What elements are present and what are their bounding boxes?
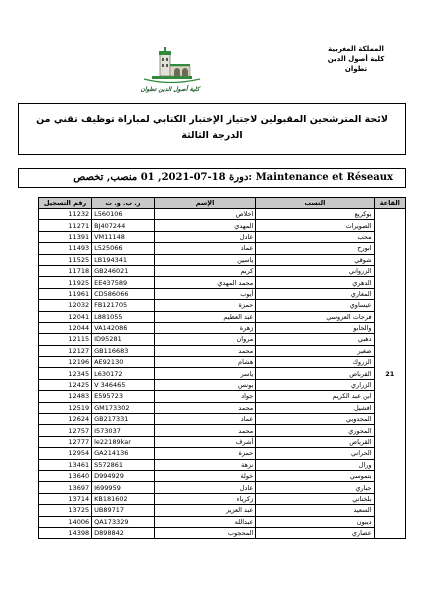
cell-first-name: عادل (154, 231, 255, 242)
cell-cin: BJ407244 (92, 220, 155, 231)
header-line-faculty: كلية أصول الدين (327, 55, 385, 63)
cell-first-name: هشام (154, 357, 255, 368)
cell-registration: 12425 (39, 379, 92, 390)
cell-last-name: والخابو (256, 322, 374, 333)
cell-last-name: بوكريع (256, 209, 374, 220)
cell-registration: 11925 (39, 277, 92, 288)
cell-last-name: شوقي (256, 254, 374, 265)
cell-room: 21 (374, 209, 405, 539)
cell-first-name: المهدي (154, 220, 255, 231)
cell-first-name: زهرة (154, 322, 255, 333)
table-row (39, 379, 406, 390)
cell-cin: AE92130 (92, 357, 155, 368)
cell-first-name: محمد (154, 402, 255, 413)
table-row (39, 448, 406, 459)
cell-registration: 12519 (39, 402, 92, 413)
cell-first-name: عادل (154, 482, 255, 493)
cell-cin: GB116683 (92, 345, 155, 356)
table-row (39, 265, 406, 276)
cell-registration: 12196 (39, 357, 92, 368)
cell-registration: 14398 (39, 527, 92, 538)
cell-registration: 11271 (39, 220, 92, 231)
cell-registration: 12777 (39, 436, 92, 447)
cell-registration: 11232 (39, 209, 92, 220)
cell-last-name: السعيد (256, 505, 374, 516)
cell-last-name: المجدوبي (256, 414, 374, 425)
cell-registration: 13461 (39, 459, 92, 470)
cell-registration: 13714 (39, 493, 92, 504)
cell-cin: I699959 (92, 482, 155, 493)
cell-last-name: الدهري (256, 277, 374, 288)
cell-last-name: بتموسي (256, 470, 374, 481)
cell-cin: V 346465 (92, 379, 155, 390)
cell-cin: FB121705 (92, 300, 155, 311)
cell-first-name: ياسر (154, 368, 255, 379)
header-room: القاعة (374, 198, 405, 209)
cell-registration: 11493 (39, 243, 92, 254)
cell-cin: EE437589 (92, 277, 155, 288)
table-row (39, 288, 406, 299)
cell-registration: 13725 (39, 505, 92, 516)
cell-registration: 11391 (39, 231, 92, 242)
cell-last-name: القرباص (256, 368, 374, 379)
cell-last-name: الزراري (256, 379, 374, 390)
cell-last-name: القرباص (256, 436, 374, 447)
table-row (39, 220, 406, 231)
cell-first-name: زكرياء (154, 493, 255, 504)
cell-last-name: دهبي (256, 334, 374, 345)
table-row (39, 414, 406, 425)
cell-cin: I573037 (92, 425, 155, 436)
header-line-kingdom: المملكة المغربية (328, 45, 384, 53)
cell-first-name: حمزة (154, 300, 255, 311)
cell-first-name: المحجوب (154, 527, 255, 538)
cell-first-name: يونس (154, 379, 255, 390)
title-line-1: لائحة المترشحين المقبولين لاجتياز الإختبار الكتابي لمباراة توظيف تقني من (36, 114, 388, 125)
cell-last-name: افشيل (256, 402, 374, 413)
cell-last-name: عيساوي (256, 300, 374, 311)
faculty-logo (130, 46, 210, 104)
cell-last-name: الصويرات (256, 220, 374, 231)
table-row (39, 300, 406, 311)
cell-last-name: جباري (256, 482, 374, 493)
cell-cin: L560106 (92, 209, 155, 220)
cell-first-name: نزهة (154, 459, 255, 470)
minaret-logo-icon (130, 46, 210, 86)
table-row (39, 334, 406, 345)
cell-first-name: اخلاص (154, 209, 255, 220)
cell-last-name: بلخناتي (256, 493, 374, 504)
table-row (39, 436, 406, 447)
cell-cin: GA214136 (92, 448, 155, 459)
table-row (39, 459, 406, 470)
cell-first-name: عبد العظيم (154, 311, 255, 322)
cell-registration: 11525 (39, 254, 92, 265)
cell-last-name: الزروك (256, 357, 374, 368)
cell-last-name: محب (256, 231, 374, 242)
cell-first-name: خولة (154, 470, 255, 481)
cell-registration: 12032 (39, 300, 92, 311)
cell-registration: 12115 (39, 334, 92, 345)
cell-cin: le22189kar (92, 436, 155, 447)
cell-last-name: فرحات العروسي (256, 311, 374, 322)
table-row (39, 516, 406, 527)
institution-header (296, 44, 416, 74)
cell-cin: LB194341 (92, 254, 155, 265)
cell-cin: UB89717 (92, 505, 155, 516)
table-row (39, 505, 406, 516)
candidates-table (38, 197, 406, 539)
table-row (39, 254, 406, 265)
cell-registration: 11718 (39, 265, 92, 276)
cell-cin: L881055 (92, 311, 155, 322)
cell-cin: VA142086 (92, 322, 155, 333)
cell-registration: 12127 (39, 345, 92, 356)
cell-registration: 12044 (39, 322, 92, 333)
cell-cin: ID95281 (92, 334, 155, 345)
table-row (39, 368, 406, 379)
cell-cin: KB181602 (92, 493, 155, 504)
cell-cin: L630172 (92, 368, 155, 379)
cell-cin: GM173302 (92, 402, 155, 413)
title-line-2: الدرجة الثالثة (181, 130, 243, 141)
table-row (39, 482, 406, 493)
cell-registration: 12954 (39, 448, 92, 459)
cell-cin: GB217331 (92, 414, 155, 425)
table-row (39, 277, 406, 288)
cell-first-name: عبدالله (154, 516, 255, 527)
cell-cin: VM11148 (92, 231, 155, 242)
cell-registration: 12345 (39, 368, 92, 379)
cell-first-name: محمد (154, 425, 255, 436)
cell-registration: 12757 (39, 425, 92, 436)
table-row (39, 231, 406, 242)
cell-registration: 13640 (39, 470, 92, 481)
cell-cin: L525066 (92, 243, 155, 254)
cell-registration: 13697 (39, 482, 92, 493)
table-row (39, 527, 406, 538)
cell-first-name: كريم (154, 265, 255, 276)
table-row (39, 345, 406, 356)
table-row (39, 425, 406, 436)
cell-registration: 14006 (39, 516, 92, 527)
cell-cin: S572861 (92, 459, 155, 470)
cell-cin: QA173329 (92, 516, 155, 527)
cell-first-name: عبد العزيز (154, 505, 255, 516)
cell-last-name: صغير (256, 345, 374, 356)
cell-last-name: ديبون (256, 516, 374, 527)
header-registration: رقم التسجيل (39, 198, 92, 209)
header-line-city: تطوان (344, 65, 368, 73)
cell-first-name: ياسين (154, 254, 255, 265)
cell-last-name: عصاري (256, 527, 374, 538)
cell-cin: GB246021 (92, 265, 155, 276)
cell-first-name: محمد (154, 345, 255, 356)
header-cin: ر. ب. و. ت (92, 198, 155, 209)
cell-registration: 12483 (39, 391, 92, 402)
table-header-row (39, 198, 406, 209)
cell-last-name: المحوري (256, 425, 374, 436)
table-row (39, 391, 406, 402)
table-row (39, 357, 406, 368)
logo-caption: كلية أصول الدين تطوان (140, 86, 200, 93)
cell-registration: 11961 (39, 288, 92, 299)
cell-cin: E595723 (92, 391, 155, 402)
cell-last-name: ورال (256, 459, 374, 470)
cell-cin: D994929 (92, 470, 155, 481)
table-row (39, 243, 406, 254)
cell-registration: 12041 (39, 311, 92, 322)
table-row (39, 209, 406, 220)
cell-first-name: عماد (154, 414, 255, 425)
cell-first-name: حمزة (154, 448, 255, 459)
cell-first-name: جواد (154, 391, 255, 402)
document-title (18, 103, 406, 155)
table-row (39, 322, 406, 333)
table-row (39, 311, 406, 322)
cell-cin: D898842 (92, 527, 155, 538)
cell-last-name: ابورح (256, 243, 374, 254)
cell-first-name: مروان (154, 334, 255, 345)
table-row (39, 470, 406, 481)
table-row (39, 493, 406, 504)
cell-first-name: أشرف (154, 436, 255, 447)
cell-last-name: الزرواني (256, 265, 374, 276)
cell-first-name: أيوب (154, 288, 255, 299)
cell-cin: CD586066 (92, 288, 155, 299)
cell-last-name: الحراني (256, 448, 374, 459)
table-row (39, 402, 406, 413)
cell-last-name: ابن عبد الكريم (256, 391, 374, 402)
cell-first-name: محمد المهدي (154, 277, 255, 288)
cell-last-name: المغاري (256, 288, 374, 299)
cell-first-name: عماد (154, 243, 255, 254)
session-info: دورة 18-07-2021, 01 منصب, تخصص: Maintenance et Réseaux (18, 168, 406, 188)
cell-registration: 12624 (39, 414, 92, 425)
header-first-name: الإسم (154, 198, 255, 209)
header-last-name: النسب (256, 198, 374, 209)
